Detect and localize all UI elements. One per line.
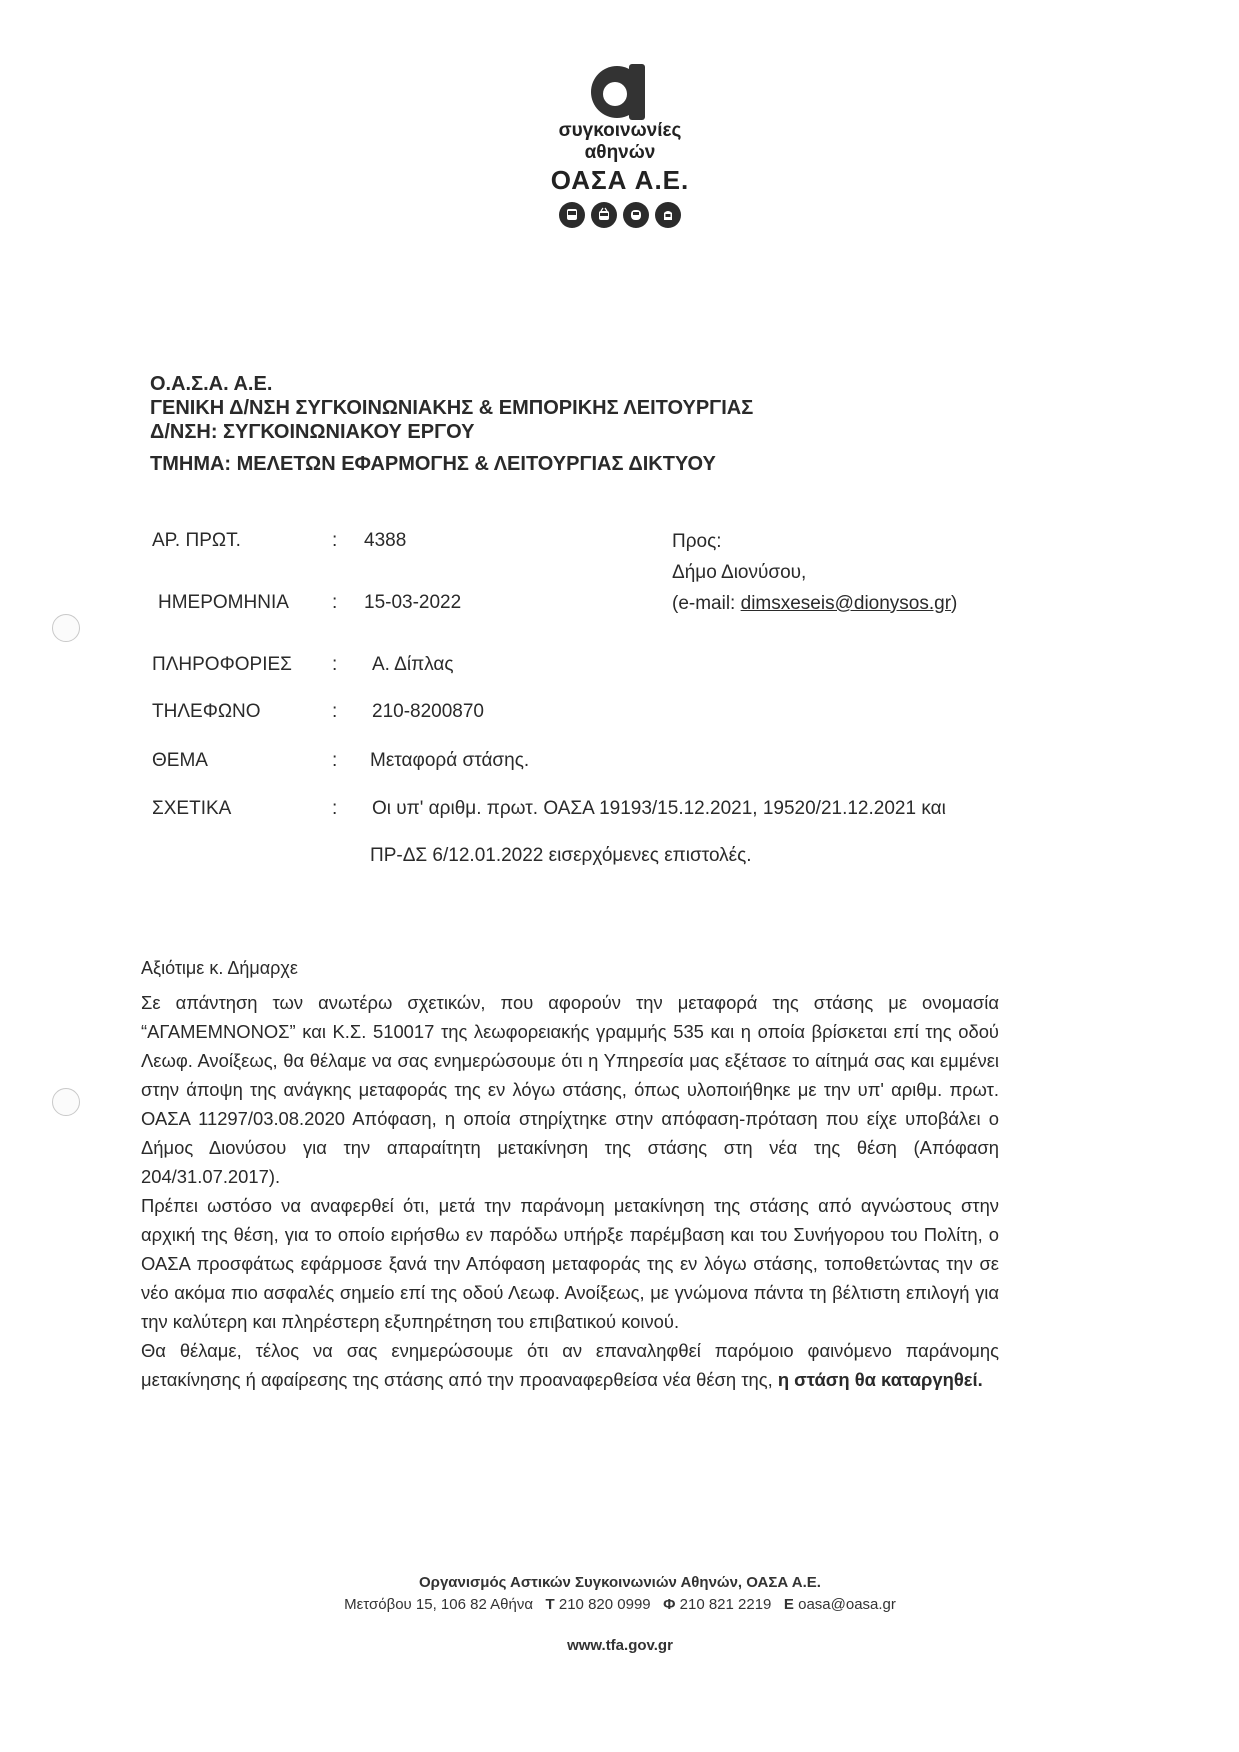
oasa-logo: [520, 60, 720, 228]
phone-prefix: Τ: [545, 1596, 555, 1613]
oasa-alpha-logo-icon: [589, 60, 651, 120]
email-suffix: ): [951, 593, 958, 614]
punch-hole-top: [52, 614, 80, 642]
date-label: ΗΜΕΡΟΜΗΝΙΑ: [158, 592, 289, 613]
email-prefix: (e-mail:: [672, 593, 741, 614]
trolley-icon: [591, 202, 617, 228]
colon: :: [332, 750, 338, 771]
colon: :: [332, 701, 338, 722]
footer-website[interactable]: www.tfa.gov.gr: [567, 1637, 673, 1654]
recipient-name: Δήμο Διονύσου,: [672, 562, 807, 583]
bus-icon: [559, 202, 585, 228]
phone-label: ΤΗΛΕΦΩΝΟ: [152, 701, 261, 722]
protocol-label: ΑΡ. ΠΡΩΤ.: [152, 530, 241, 551]
subject-label: ΘΕΜΑ: [152, 750, 208, 771]
protocol-value: 4388: [364, 530, 407, 551]
phone-value: 210-8200870: [372, 701, 484, 722]
footer-fax: 210 821 2219: [679, 1596, 772, 1613]
body-paragraph-3-bold: η στάση θα καταργηθεί.: [777, 1369, 983, 1390]
metro-icon: [623, 202, 649, 228]
body-paragraph-1: Σε απάντηση των ανωτέρω σχετικών, που αφορούν την μεταφορά της στάσης με ονομασία “ΑΓΑΜΕΜΝΟΝΟΣ” και Κ.Σ. 510017 της λεωφορειακής γραμμής 535 και η οποία βρίσκεται επί της οδού Λεωφ. Ανοίξεως, θα θέλαμε να σας ενημερώσουμε ότι η Υπηρεσία μας εξέτασε το αίτημά σας και εμμένει στην άποψη της ανάγκης μεταφοράς της εν λόγω στάσης, όπως υλοποιήθηκε με την υπ' αριθμ. πρωτ. ΟΑΣΑ 11297/03.08.2020 Απόφαση, η οποία στηρίχτηκε στην απόφαση-πρόταση που είχε υποβάλει ο Δήμος Διονύσου για την απαραίτητη μετακίνηση της στάσης στη νέα της θέση (Απόφαση 204/31.07.2017).: [141, 992, 999, 1187]
body-paragraph-2: Πρέπει ωστόσο να αναφερθεί ότι, μετά την παράνομη μετακίνηση της στάσης από αγνώστους στην αρχική της θέση, για το οποίο ειρήσθω εν παρόδω υπήρξε παρέμβαση και του Συνήγορου του Πολίτη, ο ΟΑΣΑ προσφάτως εφάρμοσε ξανά την Απόφαση μεταφοράς της εν λόγω στάσης, τοποθετώντας την σε νέο ακόμα πιο ασφαλές σημείο επί της οδού Λεωφ. Ανοίξεως, με γνώμονα πάντα τη βέλτιστη επιλογή για την καλύτερη και πληρέστερη εξυπηρέτηση του επιβατικού κοινού.: [141, 1195, 999, 1332]
footer-address: Μετσόβου 15, 106 82 Αθήνα: [344, 1596, 534, 1613]
info-label: ΠΛΗΡΟΦΟΡΙΕΣ: [152, 654, 292, 675]
related-value-line2: ΠΡ-ΔΣ 6/12.01.2022 εισερχόμενες επιστολές.: [370, 845, 752, 866]
org-name: Ο.Α.Σ.Α. Α.Ε.: [150, 373, 273, 395]
email-prefix: Ε: [783, 1596, 794, 1613]
salutation: Αξιότιμε κ. Δήμαρχε: [141, 958, 298, 978]
sender-header: [150, 372, 753, 476]
recipient-email-line: [672, 588, 957, 619]
letter-footer: [220, 1573, 1020, 1654]
transport-icons: [520, 202, 720, 228]
footer-org-name: Οργανισμός Αστικών Συγκοινωνιών Αθηνών, ΟΑΣΑ Α.Ε.: [419, 1574, 821, 1591]
recipient-email-link[interactable]: dimsxeseis@dionysos.gr: [740, 593, 952, 614]
colon: :: [332, 798, 338, 819]
punch-hole-bottom: [52, 1088, 80, 1116]
footer-email[interactable]: oasa@oasa.gr: [798, 1596, 896, 1613]
related-label: ΣΧΕΤΙΚΑ: [152, 798, 232, 819]
logo-text-line2: αθηνών: [584, 142, 656, 163]
subject-value: Μεταφορά στάσης.: [370, 750, 530, 771]
related-value-line1: Οι υπ' αριθμ. πρωτ. ΟΑΣΑ 19193/15.12.2021, 19520/21.12.2021 και: [372, 798, 946, 819]
tram-icon: [655, 202, 681, 228]
body-paragraph-3: [141, 1336, 999, 1394]
department: ΤΜΗΜΑ: ΜΕΛΕΤΩΝ ΕΦΑΡΜΟΓΗΣ & ΛΕΙΤΟΥΡΓΙΑΣ ΔΙΚΤΥΟΥ: [150, 453, 716, 475]
date-value: 15-03-2022: [364, 592, 462, 613]
colon: :: [332, 592, 338, 613]
footer-phone: 210 820 0999: [558, 1596, 651, 1613]
letter-body: [141, 988, 999, 1394]
colon: :: [332, 654, 338, 675]
general-directorate: ΓΕΝΙΚΗ Δ/ΝΣΗ ΣΥΓΚΟΙΝΩΝΙΑΚΗΣ & ΕΜΠΟΡΙΚΗΣ ΛΕΙΤΟΥΡΓΙΑΣ: [150, 397, 754, 419]
info-value: Α. Δίπλας: [372, 654, 454, 675]
recipient-to-label: Προς:: [672, 531, 722, 552]
body-paragraph-3-text: Θα θέλαμε, τέλος να σας ενημερώσουμε ότι αν επαναληφθεί παρόμοιο φαινόμενο παράνομης μετακίνησης ή αφαίρεσης της στάσης από την προαναφερθείσα νέα θέση της,: [141, 1340, 999, 1390]
directorate: Δ/ΝΣΗ: ΣΥΓΚΟΙΝΩΝΙΑΚΟΥ ΕΡΓΟΥ: [150, 421, 475, 443]
colon: :: [332, 530, 338, 551]
logo-text-line1: συγκοινωνίες: [558, 120, 682, 141]
recipient-block: [672, 526, 957, 619]
fax-prefix: Φ: [663, 1596, 676, 1613]
footer-contact-line: [220, 1593, 1020, 1617]
logo-text-line3: ΟΑΣΑ Α.Ε.: [550, 165, 690, 195]
